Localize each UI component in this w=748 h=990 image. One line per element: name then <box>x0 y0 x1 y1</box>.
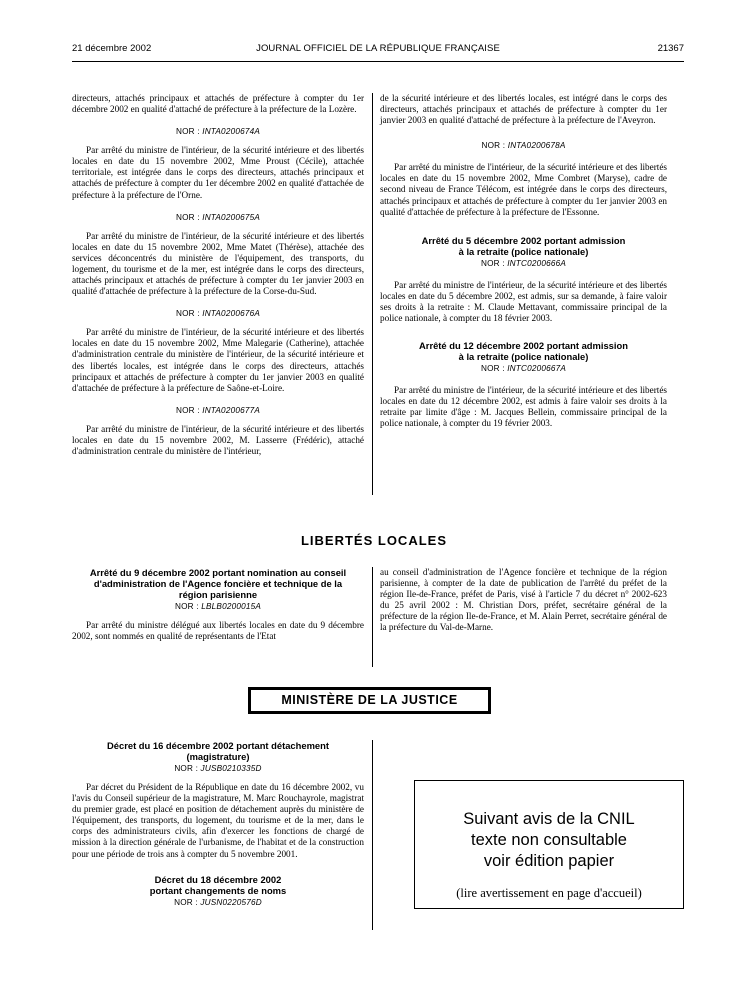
cnil-notice-line: voir édition papier <box>483 852 615 870</box>
nor-label: NOR : <box>481 141 506 151</box>
decree-title: Arrêté du 12 décembre 2002 portant admission à la retraite (police nationale) <box>419 340 628 363</box>
nor-label: NOR : <box>175 405 200 415</box>
page-header <box>72 43 684 57</box>
nor-code: INTA0200676A <box>202 309 260 319</box>
cnil-notice-box <box>414 780 684 909</box>
cnil-notice-note: (lire avertissement en page d'accueil) <box>456 886 642 900</box>
nor-reference <box>380 259 667 268</box>
paragraph: Par arrêté du ministre délégué aux libertés locales en date du 9 décembre 2002, sont nommés en qualité de représentants de l'Etat <box>72 620 364 642</box>
column-divider <box>372 567 373 667</box>
paragraph: Par arrêté du ministre de l'intérieur, de la sécurité intérieure et des libertés locales en date du 15 novembre 2002, M. Lasserre (Frédéric), attaché d'administration centrale du ministère de l'intérieur, <box>72 423 364 456</box>
nor-code: INTA0200675A <box>202 212 260 222</box>
nor-label: NOR : <box>174 897 198 907</box>
journal-title: JOURNAL OFFICIEL DE LA RÉPUBLIQUE FRANÇAISE <box>256 43 500 54</box>
nor-reference <box>72 764 364 773</box>
paragraph: Par arrêté du ministre de l'intérieur, de la sécurité intérieure et des libertés locales en date du 15 novembre 2002, Mme Malegarie (Catherine), attachée d'administration centrale du ministère de l'intérieur, de la sécurité intérieure et des libertés locales, est intégrée dans le corps des directeurs, attachés principaux et attachés de préfecture à compter du 1er janvier 2003 en qualité d'attachée de préfecture à la préfecture de Saône-et-Loire. <box>72 327 364 393</box>
nor-code: INTA0200674A <box>202 127 260 137</box>
nor-reference <box>380 364 667 373</box>
nor-label: NOR : <box>175 127 200 137</box>
nor-reference <box>72 898 364 907</box>
column-divider <box>372 740 373 930</box>
nor-code: LBLB0200015A <box>201 602 261 611</box>
nor-code: JUSB0210335D <box>200 764 262 773</box>
nor-reference <box>72 602 364 611</box>
nor-label: NOR : <box>480 364 505 374</box>
nor-reference <box>380 141 667 150</box>
paragraph: au conseil d'administration de l'Agence foncière et technique de la région parisienne, à compter de la date de publication de l'arrêté du préfet de la région Ile-de-France, préfet de Paris, visé à l'article 7 du décret n° 2002-623 du 25 avril 2002 : M. Christian Dors, préfet, secrétaire général de la préfecture de la région Ile-de-France, et M. Alain Perret, secrétaire général de la préfecture du Val-de-Marne. <box>380 567 667 633</box>
paragraph: Par arrêté du ministre de l'intérieur, de la sécurité intérieure et des libertés locales en date du 5 décembre 2002, est admis, sur sa demande, à faire valoir ses droits à la retraite : M. Claude Mettavant, commissaire principal de la police nationale, à compter du 18 février 2003. <box>380 279 667 324</box>
libertes-left-column <box>72 567 364 642</box>
cnil-notice-line: texte non consultable <box>471 831 627 849</box>
nor-label: NOR : <box>175 212 200 222</box>
top-right-column <box>380 93 667 430</box>
decree-title: Décret du 16 décembre 2002 portant détachement (magistrature) <box>107 740 329 762</box>
nor-code: INTA0200677A <box>202 405 260 415</box>
decree-title: Arrêté du 9 décembre 2002 portant nomination au conseil d'administration de l'Agence foncière et technique de la région parisienne <box>89 567 347 600</box>
nor-label: NOR : <box>480 258 505 268</box>
nor-reference <box>72 406 364 415</box>
paragraph: directeurs, attachés principaux et attachés de préfecture à compter du 1er décembre 2002 en qualité d'attaché de préfecture à la préfecture de la Lozère. <box>72 93 364 115</box>
cnil-notice-line: Suivant avis de la CNIL <box>463 810 635 828</box>
justice-left-column <box>72 740 364 907</box>
paragraph: Par arrêté du ministre de l'intérieur, de la sécurité intérieure et des libertés locales en date du 15 novembre 2002, Mme Proust (Cécile), attachée territoriale, est intégrée dans le corps des directeurs, attachés principaux et attachés de préfecture à compter du 1er décembre 2002 en qualité d'attachée de préfecture à la préfecture de l'Orne. <box>72 145 364 200</box>
paragraph: Par arrêté du ministre de l'intérieur, de la sécurité intérieure et des libertés locales en date du 12 décembre 2002, est admis à faire valoir ses droits à la retraite par limite d'âge : M. Jacques Bellein, commissaire principal de la police nationale, à compter du 19 février 2003. <box>380 385 667 429</box>
paragraph: de la sécurité intérieure et des libertés locales, est intégré dans le corps des directeurs, attachés principaux et attachés de préfecture à compter du 1er janvier 2003 en qualité d'attaché de préfecture à la préfecture de l'Aveyron. <box>380 93 667 126</box>
nor-label: NOR : <box>175 309 200 319</box>
nor-reference <box>72 309 364 318</box>
nor-code: INTA0200678A <box>507 141 566 151</box>
page-number: 21367 <box>657 43 684 54</box>
nor-code: INTC0200666A <box>507 258 567 268</box>
top-left-column <box>72 93 364 457</box>
nor-reference <box>72 127 364 136</box>
header-date: 21 décembre 2002 <box>72 43 152 54</box>
ministry-heading-justice: MINISTÈRE DE LA JUSTICE <box>248 687 491 714</box>
paragraph: Par arrêté du ministre de l'intérieur, de la sécurité intérieure et des libertés locales en date du 15 novembre 2002, Mme Combret (Maryse), cadre de second niveau de France Télécom, est intégrée dans le corps des directeurs, attachés principaux et attachés de préfecture à compter du 1er janvier 2003 en qualité d'attachée de préfecture à la préfecture de l'Essonne. <box>380 162 667 217</box>
section-heading-libertes-locales: LIBERTÉS LOCALES <box>300 533 447 548</box>
nor-code: JUSN0220576D <box>200 897 262 907</box>
decree-title: Arrêté du 5 décembre 2002 portant admission à la retraite (police nationale) <box>421 234 626 257</box>
libertes-right-column <box>380 567 667 634</box>
paragraph: Par arrêté du ministre de l'intérieur, de la sécurité intérieure et des libertés locales en date du 15 novembre 2002, Mme Matet (Thérèse), attachée des services déconcentrés du ministère de l'équipement, des transports, du logement, du tourisme et de la mer, est intégrée dans le corps des directeurs, attachés principaux et attachés de préfecture à compter du 1er janvier 2003 en qualité d'attachée de préfecture à la préfecture de la Corse-du-Sud. <box>72 230 364 297</box>
paragraph: Par décret du Président de la République en date du 16 décembre 2002, vu l'avis du Conseil supérieur de la magistrature, M. Marc Rouchayrole, magistrat du premier grade, est placé en position de détachement auprès du ministère de l'équipement, des transports, du logement, du tourisme et de la mer, dans le corps des administrateurs civils, afin d'exercer les fonctions de chargé de mission à la direction générale de l'urbanisme, de l'habitat et de la construction pour une période de trois ans à compter du 5 novembre 2001. <box>72 782 364 859</box>
nor-code: INTC0200667A <box>507 364 567 374</box>
nor-label: NOR : <box>175 602 199 611</box>
decree-title: Décret du 18 décembre 2002 portant changements de noms <box>149 873 287 896</box>
nor-reference <box>72 213 364 222</box>
column-divider <box>372 93 373 495</box>
nor-label: NOR : <box>174 764 199 773</box>
header-divider <box>72 61 684 62</box>
